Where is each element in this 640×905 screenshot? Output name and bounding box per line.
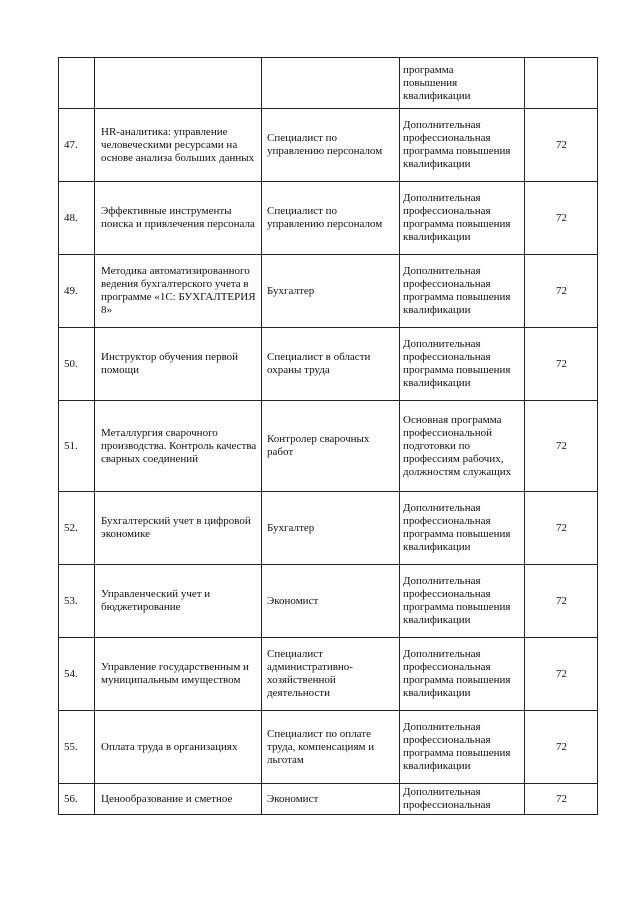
program-title: Управление государственным и муниципальным имуществом xyxy=(95,638,262,711)
program-type: Дополнительная профессиональная программа повышения квалификации xyxy=(400,109,525,182)
program-type: программа повышения квалификации xyxy=(400,58,525,109)
program-title: Управленческий учет и бюджетирование xyxy=(95,565,262,638)
table-row xyxy=(59,565,598,638)
hours-value: 72 xyxy=(525,638,598,711)
programs-table xyxy=(58,57,598,815)
position-title: Бухгалтер xyxy=(262,492,400,565)
table-row xyxy=(59,328,598,401)
program-title: Эффективные инструменты поиска и привлечения персонала xyxy=(95,182,262,255)
program-type: Дополнительная профессиональная программа повышения квалификации xyxy=(400,328,525,401)
position-title: Экономист xyxy=(262,565,400,638)
position-title: Бухгалтер xyxy=(262,255,400,328)
position-title: Контролер сварочных работ xyxy=(262,401,400,492)
program-title: Методика автоматизированного ведения бухгалтерского учета в программе «1С: БУХГАЛТЕРИЯ 8» xyxy=(95,255,262,328)
position-title: Специалист по оплате труда, компенсациям и льготам xyxy=(262,711,400,784)
program-type: Дополнительная профессиональная программа повышения квалификации xyxy=(400,492,525,565)
row-number: 53. xyxy=(59,565,95,638)
row-number: 47. xyxy=(59,109,95,182)
program-title: Оплата труда в организациях xyxy=(95,711,262,784)
hours-value: 72 xyxy=(525,565,598,638)
position-title: Специалист по управлению персоналом xyxy=(262,109,400,182)
row-number: 51. xyxy=(59,401,95,492)
hours-value: 72 xyxy=(525,109,598,182)
program-type: Дополнительная профессиональная программа повышения квалификации xyxy=(400,565,525,638)
hours-value: 72 xyxy=(525,401,598,492)
table-row xyxy=(59,255,598,328)
program-type: Дополнительная профессиональная программа повышения квалификации xyxy=(400,182,525,255)
hours-value: 72 xyxy=(525,255,598,328)
position-title: Экономист xyxy=(262,784,400,815)
hours-value: 72 xyxy=(525,784,598,815)
position-title xyxy=(262,58,400,109)
row-number: 56. xyxy=(59,784,95,815)
table-row xyxy=(59,401,598,492)
hours-value: 72 xyxy=(525,182,598,255)
program-type: Дополнительная профессиональная программа повышения квалификации xyxy=(400,638,525,711)
row-number: 54. xyxy=(59,638,95,711)
program-type: Основная программа профессиональной подготовки по профессиям рабочих, должностям служащих xyxy=(400,401,525,492)
program-type: Дополнительная профессиональная xyxy=(400,784,525,815)
row-number: 50. xyxy=(59,328,95,401)
table-row xyxy=(59,711,598,784)
position-title: Специалист административно-хозяйственной деятельности xyxy=(262,638,400,711)
program-title: HR-аналитика: управление человеческими ресурсами на основе анализа больших данных xyxy=(95,109,262,182)
table-row xyxy=(59,182,598,255)
program-title: Металлургия сварочного производства. Контроль качества сварных соединений xyxy=(95,401,262,492)
row-number: 52. xyxy=(59,492,95,565)
table-row xyxy=(59,109,598,182)
row-number: 55. xyxy=(59,711,95,784)
program-title: Ценообразование и сметное xyxy=(95,784,262,815)
program-title xyxy=(95,58,262,109)
hours-value: 72 xyxy=(525,328,598,401)
position-title: Специалист по управлению персоналом xyxy=(262,182,400,255)
program-type: Дополнительная профессиональная программа повышения квалификации xyxy=(400,255,525,328)
table-row xyxy=(59,58,598,109)
hours-value: 72 xyxy=(525,492,598,565)
row-number xyxy=(59,58,95,109)
program-title: Инструктор обучения первой помощи xyxy=(95,328,262,401)
table-row xyxy=(59,784,598,815)
hours-value: 72 xyxy=(525,711,598,784)
position-title: Специалист в области охраны труда xyxy=(262,328,400,401)
row-number: 49. xyxy=(59,255,95,328)
program-type: Дополнительная профессиональная программа повышения квалификации xyxy=(400,711,525,784)
program-title: Бухгалтерский учет в цифровой экономике xyxy=(95,492,262,565)
table-row xyxy=(59,638,598,711)
hours-value xyxy=(525,58,598,109)
table-row xyxy=(59,492,598,565)
row-number: 48. xyxy=(59,182,95,255)
